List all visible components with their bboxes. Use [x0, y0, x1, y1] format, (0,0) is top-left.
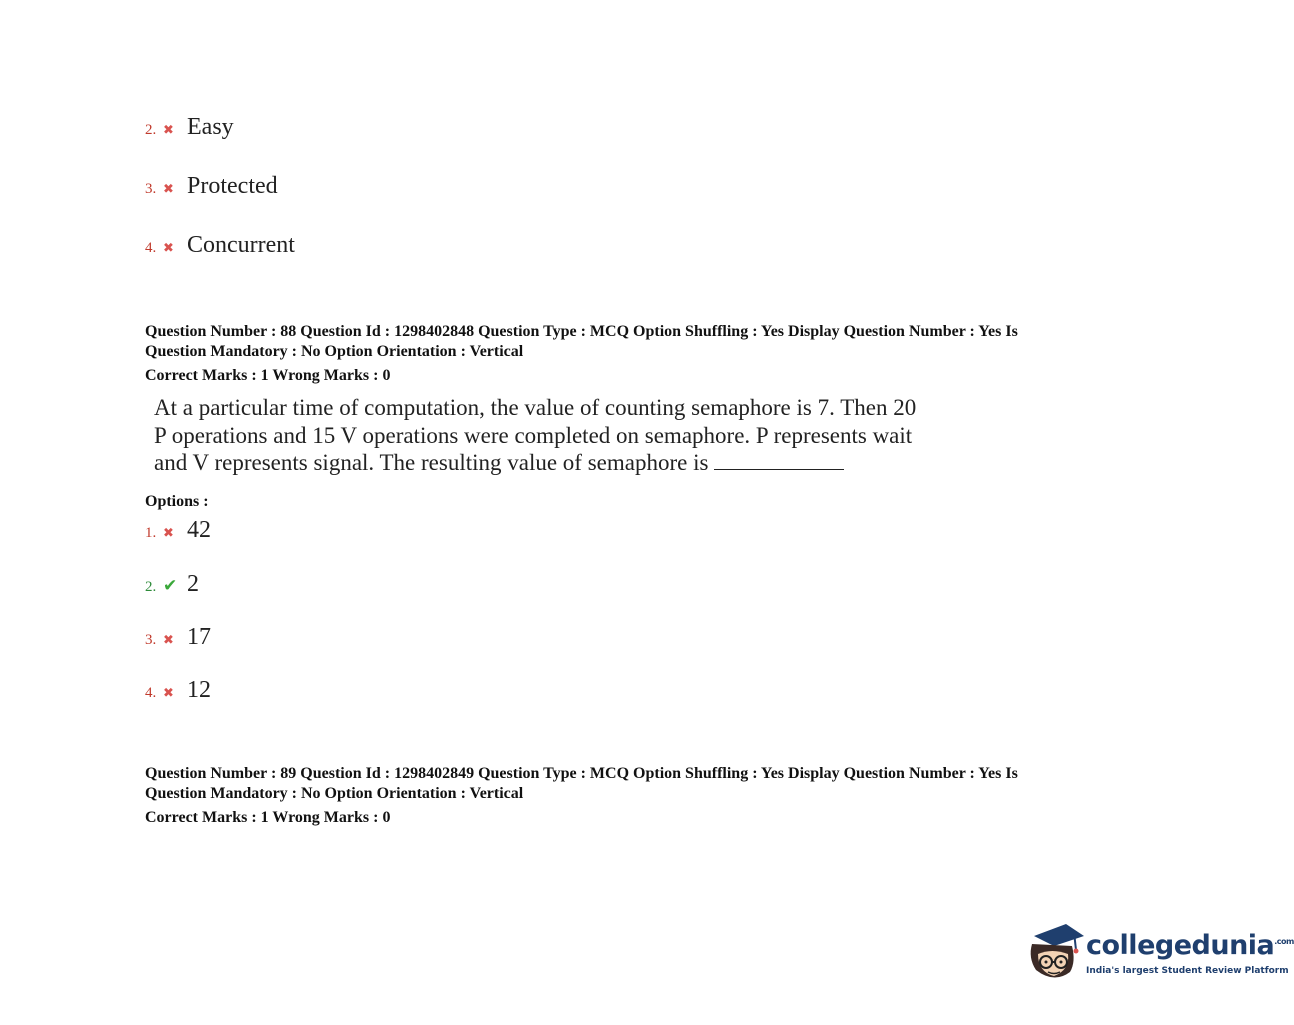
- q89-meta-line2: Question Mandatory : No Option Orientation : Vertical: [145, 785, 524, 802]
- wrong-cross-icon: ✖: [163, 182, 174, 197]
- q88-option-3: [145, 624, 211, 651]
- options-label: Options :: [145, 493, 209, 510]
- q88-question-text: [154, 394, 974, 477]
- q88-meta-line2: Question Mandatory : No Option Orientation : Vertical: [145, 343, 524, 360]
- option-text: 12: [187, 677, 211, 703]
- q88-option-2: [145, 571, 199, 598]
- wrong-cross-icon: ✖: [163, 123, 174, 138]
- q88-text-line3: and V represents signal. The resulting value of semaphore is: [154, 450, 709, 475]
- option-number: 1.: [145, 525, 157, 541]
- option-number: 4.: [145, 240, 157, 256]
- option-text: 17: [187, 624, 211, 650]
- q88-option-4: [145, 677, 211, 704]
- option-text: 2: [187, 571, 199, 597]
- prev-option-4: [145, 232, 295, 259]
- option-number: 3.: [145, 181, 157, 197]
- wrong-cross-icon: ✖: [163, 633, 174, 648]
- logo-brand: collegedunia$^{.com}$: [1086, 930, 1294, 961]
- collegedunia-logo: [1026, 918, 1294, 988]
- answer-blank: [714, 451, 844, 470]
- mascot-icon: [1026, 918, 1086, 988]
- option-number: 3.: [145, 632, 157, 648]
- wrong-cross-icon: ✖: [163, 526, 174, 541]
- option-text: Protected: [187, 173, 278, 199]
- option-number: 2.: [145, 579, 157, 595]
- q88-text-line1: At a particular time of computation, the value of counting semaphore is 7. Then 20: [154, 395, 917, 420]
- q88-meta: [145, 322, 1145, 386]
- option-text: 42: [187, 517, 211, 543]
- correct-check-icon: ✔: [163, 576, 178, 596]
- q89-marks: Correct Marks : 1 Wrong Marks : 0: [145, 809, 391, 826]
- wrong-cross-icon: ✖: [163, 241, 174, 256]
- option-text: Concurrent: [187, 232, 295, 258]
- option-number: 4.: [145, 685, 157, 701]
- q88-text-line2: P operations and 15 V operations were completed on semaphore. P represents wait: [154, 422, 913, 448]
- prev-option-2: [145, 114, 234, 141]
- logo-suffix: .com: [1274, 937, 1294, 946]
- prev-option-3: [145, 173, 278, 200]
- q89-meta-line1: Question Number : 89 Question Id : 1298402849 Question Type : MCQ Option Shuffling : Yes Display Question Number : Yes Is: [145, 765, 1018, 782]
- q89-meta: [145, 764, 1145, 828]
- option-number: 2.: [145, 122, 157, 138]
- option-text: Easy: [187, 114, 234, 140]
- logo-tagline: India's largest Student Review Platform: [1086, 966, 1289, 976]
- q88-meta-line1: Question Number : 88 Question Id : 1298402848 Question Type : MCQ Option Shuffling : Yes Display Question Number : Yes Is: [145, 323, 1018, 340]
- q88-marks: Correct Marks : 1 Wrong Marks : 0: [145, 367, 391, 384]
- q88-option-1: [145, 517, 211, 544]
- wrong-cross-icon: ✖: [163, 686, 174, 701]
